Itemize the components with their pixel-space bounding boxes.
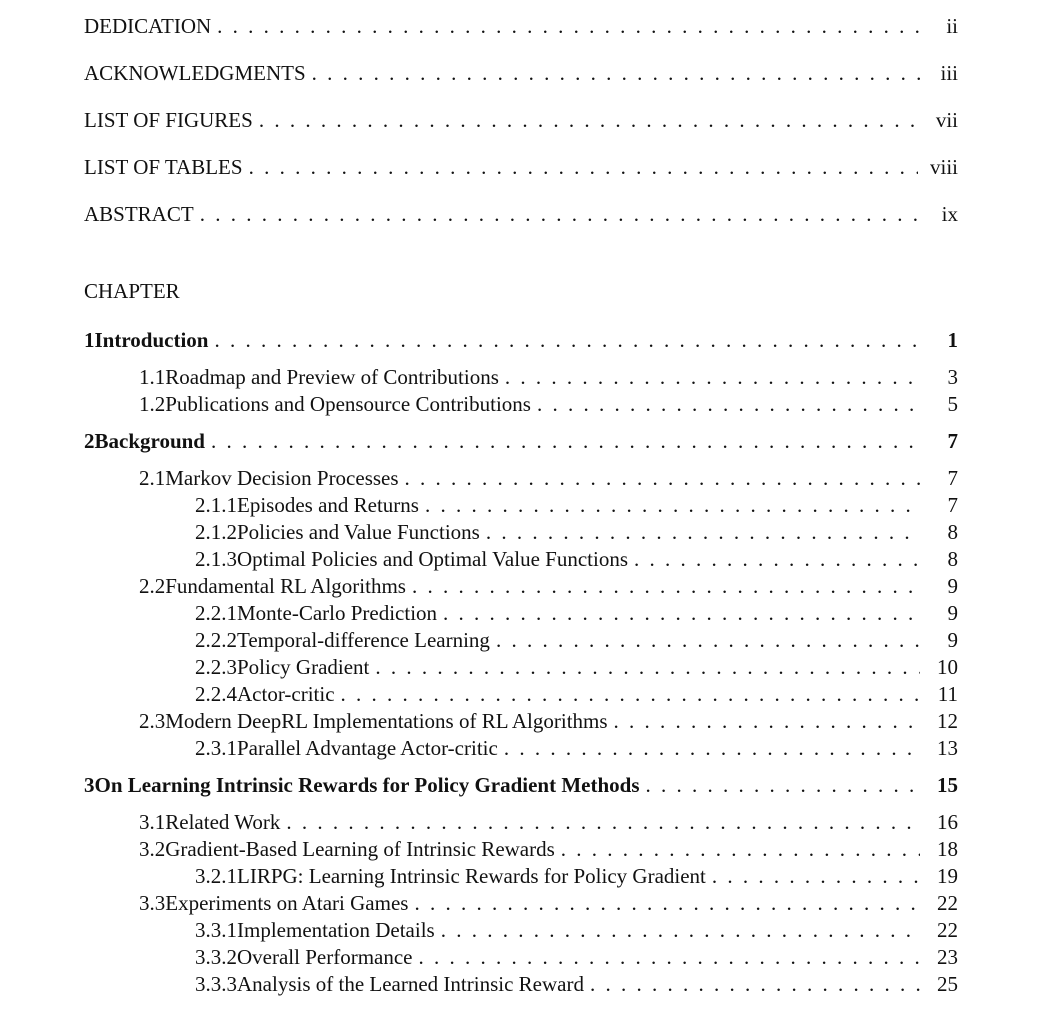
- entry-label: Implementation Details: [237, 918, 435, 942]
- entry-page: 9: [947, 574, 958, 598]
- entry-page: 5: [947, 392, 958, 416]
- entry-label: Roadmap and Preview of Contributions: [165, 365, 499, 389]
- leader-dots: [286, 810, 920, 835]
- entry-label: Temporal-difference Learning: [237, 628, 490, 652]
- leader-dots: [443, 601, 920, 626]
- entry-label: Optimal Policies and Optimal Value Functions: [237, 547, 628, 571]
- toc-chapter-1[interactable]: [84, 328, 958, 354]
- toc-section-3-3[interactable]: [139, 891, 958, 917]
- toc-subsection-2-1-1[interactable]: [195, 493, 958, 519]
- entry-label: Gradient-Based Learning of Intrinsic Rewards: [165, 837, 555, 861]
- toc-section-2-2[interactable]: [139, 574, 958, 600]
- toc-subsection-2-3-1[interactable]: [195, 736, 958, 762]
- toc-section-3-1[interactable]: [139, 810, 958, 836]
- entry-page: 22: [937, 918, 958, 942]
- entry-page: 1: [947, 328, 958, 352]
- entry-label: ABSTRACT: [84, 202, 194, 226]
- entry-page: 10: [937, 655, 958, 679]
- entry-label: DEDICATION: [84, 14, 212, 38]
- entry-label: Actor-critic: [237, 682, 335, 706]
- toc-subsection-2-1-2[interactable]: [195, 520, 958, 546]
- entry-number: 3.3: [139, 891, 166, 915]
- toc-chapter-3[interactable]: [84, 773, 958, 799]
- entry-page: 8: [947, 547, 958, 571]
- leader-dots: [211, 429, 920, 454]
- entry-label: Overall Performance: [237, 945, 413, 969]
- leader-dots: [504, 736, 920, 761]
- entry-label: Fundamental RL Algorithms: [165, 574, 406, 598]
- entry-label: Publications and Opensource Contributions: [165, 392, 531, 416]
- entry-page: 18: [937, 837, 958, 861]
- entry-number: 2: [84, 429, 95, 453]
- entry-page: 3: [947, 365, 958, 389]
- entry-number: 2.2.4: [195, 682, 237, 706]
- entry-page: 7: [947, 493, 958, 517]
- leader-dots: [375, 655, 920, 680]
- entry-number: 2.1.3: [195, 547, 237, 571]
- chapter-heading: CHAPTER: [84, 279, 180, 303]
- leader-dots: [214, 328, 920, 353]
- entry-number: 2.2.3: [195, 655, 237, 679]
- entry-label: Introduction: [94, 328, 209, 352]
- toc-subsection-2-2-4[interactable]: [195, 682, 958, 708]
- toc-subsection-2-2-2[interactable]: [195, 628, 958, 654]
- toc-section-3-2[interactable]: [139, 837, 958, 863]
- entry-label: Policies and Value Functions: [237, 520, 480, 544]
- entry-label: Modern DeepRL Implementations of RL Algorithms: [165, 709, 608, 733]
- entry-label: Markov Decision Processes: [165, 466, 399, 490]
- leader-dots: [537, 392, 920, 417]
- entry-page: iii: [940, 61, 958, 85]
- entry-label: Background: [94, 429, 205, 453]
- entry-number: 2.2: [139, 574, 166, 598]
- leader-dots: [200, 202, 920, 227]
- entry-label: On Learning Intrinsic Rewards for Policy Gradient Methods: [94, 773, 640, 797]
- entry-label: Experiments on Atari Games: [165, 891, 409, 915]
- entry-number: 2.2.2: [195, 628, 237, 652]
- entry-page: 9: [947, 628, 958, 652]
- entry-number: 3.1: [139, 810, 166, 834]
- toc-section-2-1[interactable]: [139, 466, 958, 492]
- leader-dots: [312, 61, 920, 86]
- entry-page: 13: [937, 736, 958, 760]
- entry-page: viii: [929, 155, 958, 179]
- toc-subsection-3-2-1[interactable]: [195, 864, 958, 890]
- toc-subsection-2-2-3[interactable]: [195, 655, 958, 681]
- entry-page: 15: [937, 773, 958, 797]
- entry-label: Episodes and Returns: [237, 493, 419, 517]
- toc-section-2-3[interactable]: [139, 709, 958, 735]
- entry-number: 2.2.1: [195, 601, 237, 625]
- toc-section-1-2[interactable]: [139, 392, 958, 418]
- entry-label: LIST OF TABLES: [84, 155, 243, 179]
- leader-dots: [259, 108, 920, 133]
- entry-number: 2.1: [139, 466, 166, 490]
- leader-dots: [646, 773, 920, 798]
- entry-page: ii: [946, 14, 958, 38]
- entry-page: 23: [937, 945, 958, 969]
- entry-page: 7: [947, 466, 958, 490]
- entry-page: ix: [941, 202, 958, 226]
- entry-number: 3: [84, 773, 95, 797]
- entry-label: Policy Gradient: [237, 655, 370, 679]
- leader-dots: [217, 14, 920, 39]
- leader-dots: [405, 466, 920, 491]
- entry-number: 3.3.3: [195, 972, 237, 996]
- toc-subsection-3-3-1[interactable]: [195, 918, 958, 944]
- entry-label: LIST OF FIGURES: [84, 108, 253, 132]
- entry-page: 8: [947, 520, 958, 544]
- entry-page: 19: [937, 864, 958, 888]
- entry-page: 22: [937, 891, 958, 915]
- entry-number: 2.1.2: [195, 520, 237, 544]
- toc-subsection-2-2-1[interactable]: [195, 601, 958, 627]
- leader-dots: [505, 365, 920, 390]
- leader-dots: [341, 682, 920, 707]
- entry-number: 3.3.1: [195, 918, 237, 942]
- leader-dots: [590, 972, 920, 997]
- entry-number: 1: [84, 328, 95, 352]
- toc-subsection-2-1-3[interactable]: [195, 547, 958, 573]
- entry-number: 1.1: [139, 365, 166, 389]
- toc-entry-acknowledgments[interactable]: [84, 61, 958, 87]
- entry-number: 3.3.2: [195, 945, 237, 969]
- entry-number: 2.3.1: [195, 736, 237, 760]
- entry-page: 11: [937, 682, 958, 706]
- entry-number: 2.3: [139, 709, 166, 733]
- leader-dots: [614, 709, 920, 734]
- entry-label: Related Work: [165, 810, 281, 834]
- entry-page: 25: [937, 972, 958, 996]
- entry-number: 3.2: [139, 837, 166, 861]
- leader-dots: [561, 837, 920, 862]
- entry-page: 16: [937, 810, 958, 834]
- toc-chapter-2[interactable]: [84, 429, 958, 455]
- entry-label: Parallel Advantage Actor-critic: [237, 736, 498, 760]
- leader-dots: [486, 520, 920, 545]
- entry-label: LIRPG: Learning Intrinsic Rewards for Policy Gradient: [237, 864, 706, 888]
- entry-label: Analysis of the Learned Intrinsic Reward: [237, 972, 584, 996]
- entry-number: 3.2.1: [195, 864, 237, 888]
- leader-dots: [249, 155, 918, 180]
- leader-dots: [712, 864, 920, 889]
- leader-dots: [496, 628, 920, 653]
- entry-page: vii: [935, 108, 958, 132]
- toc-subsection-3-3-2[interactable]: [195, 945, 958, 971]
- leader-dots: [414, 891, 920, 916]
- leader-dots: [425, 493, 920, 518]
- toc-section-1-1[interactable]: [139, 365, 958, 391]
- entry-number: 2.1.1: [195, 493, 237, 517]
- entry-page: 9: [947, 601, 958, 625]
- leader-dots: [634, 547, 920, 572]
- entry-number: 1.2: [139, 392, 166, 416]
- toc-entry-list-of-figures[interactable]: [84, 108, 958, 134]
- toc-entry-dedication[interactable]: [84, 14, 958, 40]
- toc-entry-abstract[interactable]: [84, 202, 958, 228]
- entry-page: 7: [947, 429, 958, 453]
- leader-dots: [419, 945, 921, 970]
- toc-subsection-3-3-3[interactable]: [195, 972, 958, 998]
- entry-page: 12: [937, 709, 958, 733]
- entry-label: ACKNOWLEDGMENTS: [84, 61, 306, 85]
- leader-dots: [412, 574, 920, 599]
- entry-label: Monte-Carlo Prediction: [237, 601, 438, 625]
- toc-entry-list-of-tables[interactable]: [84, 155, 958, 181]
- leader-dots: [441, 918, 920, 943]
